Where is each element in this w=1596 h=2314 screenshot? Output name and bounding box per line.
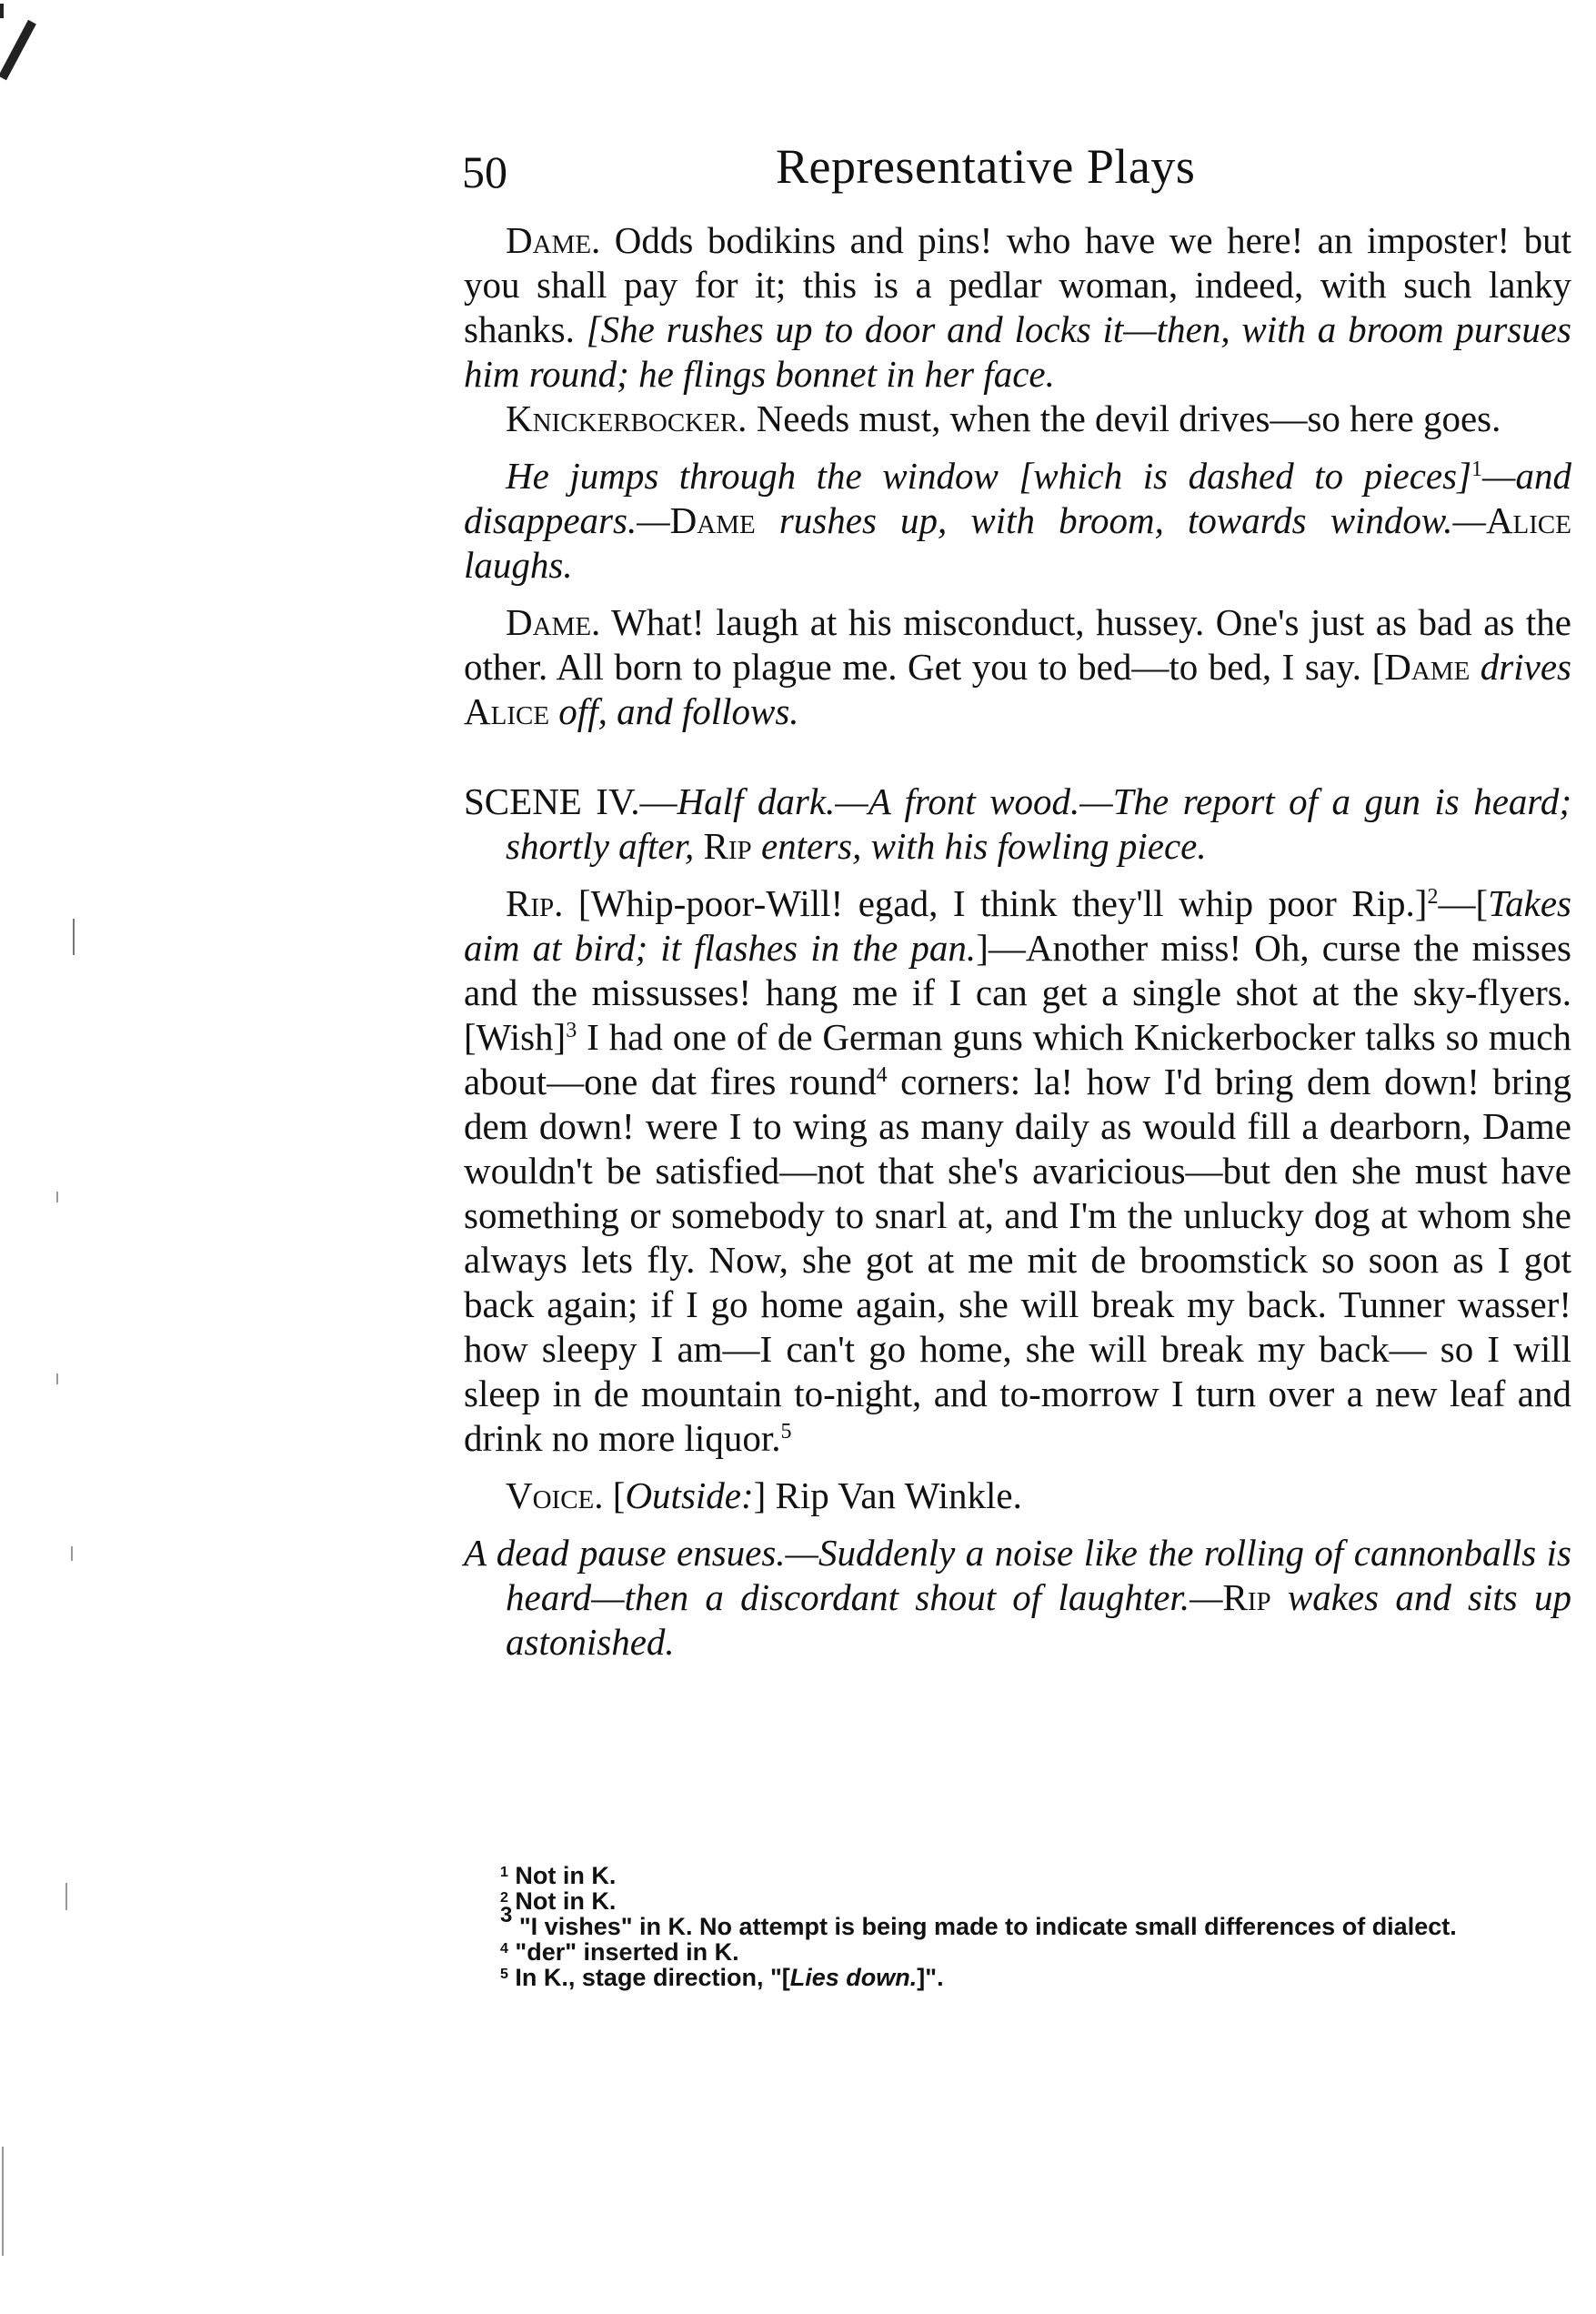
- speech-text: I had one of de German guns which Knickerbocker talks so much about—one dat fires round: [464, 1016, 1571, 1102]
- stage-direction: Outside:: [625, 1474, 754, 1516]
- stage-direction: —and disappears.—: [464, 455, 1571, 541]
- character-name: Rip: [703, 825, 752, 867]
- character-name: Dame: [1384, 646, 1471, 688]
- scan-mark-topleft-2: [0, 4, 4, 18]
- footnote-italic: Lies down.: [789, 1964, 918, 1991]
- character-name: Alice: [1485, 499, 1571, 541]
- scene-description: Half dark.—A front wood.—The report of a gun is heard; shortly after,: [506, 780, 1572, 867]
- stage-direction: laughs.: [464, 544, 573, 586]
- scan-mark-topleft: [0, 20, 36, 81]
- speaker-name: Dame.: [506, 601, 601, 643]
- footnote-number: 4: [500, 1941, 508, 1957]
- footnotes: [475, 1863, 1571, 1990]
- margin-tick: [71, 1546, 73, 1561]
- speech-text: What! laugh at his misconduct, hussey. One's just as bad as the other. All born to plague me. Get you to bed—to bed, I say.: [464, 601, 1571, 688]
- speech-text: —[: [1438, 882, 1489, 924]
- stage-direction: A dead pause ensues.—Suddenly a noise like the rolling of cannonballs is heard—then a discordant shout of laughter.—: [464, 1532, 1571, 1618]
- stage-direction-jump: [464, 454, 1571, 588]
- speaker-name: Rip.: [506, 882, 564, 924]
- stage-direction: off, and follows.: [549, 690, 799, 732]
- speech-text: Odds bodikins and pins! who have we here! an imposter! but you shall pay for it; this is a pedlar woman, indeed, with such lanky shanks.: [464, 219, 1571, 350]
- stage-direction: [which is dashed to pieces]: [1019, 455, 1472, 497]
- margin-tick: [65, 1883, 67, 1910]
- character-name: Dame: [669, 499, 756, 541]
- footnote: [475, 1965, 1571, 1990]
- speech-text: corners: la! how I'd bring dem down! bring dem down! were I to wing as many daily as would fill a dearborn, Dame wouldn't be satisfied—not that she's avaricious—but den she must have something or somebody to snarl at, and I'm the unlucky dog at whom she always lets fly. Now, she got at me mit de broomstick so soon as I got back again; if I go home again, she will break my back. Tunner wasser! how sleepy I am—I can't go home, she will break my back— so I will sleep in de mountain to-night, and to-morrow I turn over a new leaf and drink no more liquor.: [464, 1061, 1571, 1459]
- stage-direction: He jumps through the window: [506, 455, 1019, 497]
- footnote-text: Not in K.: [515, 1887, 617, 1915]
- speaker-name: Dame.: [506, 219, 601, 261]
- footnote-ref-1: 1: [1471, 458, 1483, 481]
- speech-text: Needs must, when the devil drives—so here goes.: [747, 397, 1501, 439]
- footnote-text: Not in K.: [515, 1862, 617, 1889]
- speaker-name: Knickerbocker.: [506, 397, 748, 439]
- margin-tick: [73, 919, 75, 955]
- footnote: [475, 1888, 1571, 1914]
- margin-tick: [56, 1373, 58, 1384]
- stage-direction: [She rushes up to door and locks it—then, with a broom pursues him round; he flings bonnet in her face.: [464, 308, 1571, 395]
- page-header: [462, 138, 1571, 211]
- stage-direction: rushes up, with broom, towards window.—: [755, 499, 1486, 541]
- running-title: Representative Plays: [776, 139, 1196, 194]
- footnote-ref-2: 2: [1427, 885, 1439, 909]
- speech-dame-1: [464, 218, 1571, 397]
- speech-text: ]—Another miss! Oh, curse the misses and the missusses! hang me if I can get a single shot at the sky-flyers. [Wish]: [464, 927, 1571, 1058]
- page-number: 50: [462, 146, 507, 197]
- footnote-text-end: ]".: [917, 1964, 944, 1991]
- stage-direction: wakes and sits up astonished.: [506, 1576, 1571, 1663]
- footnote: [475, 1903, 1571, 1940]
- footnote-ref-5: 5: [780, 1420, 792, 1444]
- page-body: [464, 218, 1571, 1665]
- footnote-text: "I vishes" in K. No attempt is being made to indicate small differences of dialect.: [518, 1913, 1457, 1940]
- footnote: [475, 1939, 1571, 1965]
- speech-rip: [464, 881, 1571, 1461]
- scene-heading: [464, 780, 1571, 869]
- speech-knickerbocker: [464, 397, 1571, 441]
- footnote-number: 3: [500, 1903, 513, 1927]
- footnote-number: 5: [500, 1967, 508, 1982]
- bracket: [: [1371, 646, 1385, 688]
- footnote: [475, 1863, 1571, 1888]
- scene-description: enters, with his fowling piece.: [751, 825, 1207, 867]
- margin-tick: [56, 1192, 58, 1202]
- speaker-name: Voice.: [506, 1474, 604, 1516]
- footnote-ref-4: 4: [876, 1063, 888, 1087]
- footnote-number: 1: [500, 1865, 508, 1880]
- speech-voice: [464, 1474, 1571, 1518]
- speech-text: [: [603, 1474, 626, 1516]
- margin-tick: [2, 2147, 4, 2256]
- footnote-text: In K., stage direction, "[: [515, 1964, 790, 1991]
- character-name: Rip: [1222, 1576, 1271, 1618]
- footnote-text: "der" inserted in K.: [515, 1938, 739, 1966]
- stage-direction: drives: [1470, 646, 1571, 688]
- character-name: Alice: [464, 690, 550, 732]
- speech-text: [Whip-poor-Will! egad, I think they'll whip poor Rip.]: [563, 882, 1428, 924]
- speech-dame-2: [464, 600, 1571, 734]
- footnote-number: 2: [500, 1890, 508, 1906]
- stage-direction: Takes aim at bird; it flashes in the pan.: [464, 882, 1571, 969]
- speech-text: ] Rip Van Winkle.: [753, 1474, 1022, 1516]
- footnote-ref-3: 3: [566, 1019, 577, 1042]
- stage-direction-pause: [464, 1531, 1571, 1665]
- scene-label: SCENE IV.—: [464, 780, 678, 822]
